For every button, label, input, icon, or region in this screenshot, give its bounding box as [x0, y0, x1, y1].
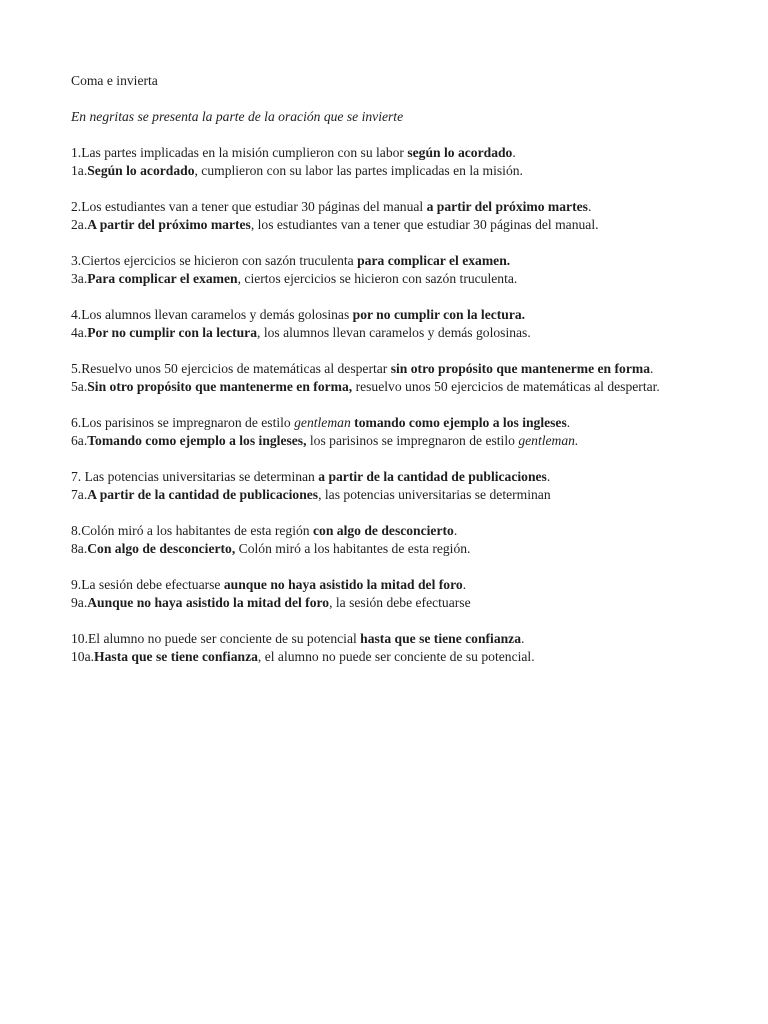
original-sentence [71, 198, 679, 216]
text-segment: 8.Colón miró a los habitantes de esta región [71, 523, 313, 538]
text-segment: . [521, 631, 525, 646]
inverted-sentence [71, 162, 679, 180]
bold-phrase: para complicar el examen. [357, 253, 511, 268]
text-segment: . [512, 145, 516, 160]
inverted-sentence [71, 378, 679, 396]
bold-phrase: Por no cumplir con la lectura [87, 325, 258, 340]
text-segment: 3.Ciertos ejercicios se hicieron con sazón truculenta [71, 253, 358, 268]
bold-phrase: por no cumplir con la lectura. [352, 307, 526, 322]
bold-phrase: A partir del próximo martes [87, 217, 251, 232]
text-segment: Colón miró a los habitantes de esta región. [235, 541, 471, 556]
exercise-item [71, 576, 679, 612]
exercise-item [71, 630, 679, 666]
text-segment: . [453, 523, 458, 538]
inverted-sentence [71, 540, 679, 558]
original-sentence [71, 630, 679, 648]
bold-phrase: Sin otro propósito que mantenerme en forma, [87, 379, 353, 394]
original-sentence [71, 414, 679, 432]
bold-phrase: según lo acordado [407, 145, 513, 160]
text-segment: . [462, 577, 467, 592]
exercise-item [71, 252, 679, 288]
text-segment: 1.Las partes implicadas en la misión cumplieron con su labor [71, 145, 408, 160]
inverted-sentence [71, 594, 679, 612]
text-segment: 2.Los estudiantes van a tener que estudiar 30 páginas del manual [71, 199, 427, 214]
text-segment: 9.La sesión debe efectuarse [71, 577, 224, 592]
bold-phrase: tomando como ejemplo a los ingleses [354, 415, 567, 430]
original-sentence [71, 252, 679, 270]
text-segment: 9a. [71, 595, 88, 610]
bold-phrase: Tomando como ejemplo a los ingleses, [87, 433, 307, 448]
inverted-sentence [71, 216, 679, 234]
original-sentence [71, 522, 679, 540]
text-segment: , las potencias universitarias se determinan [318, 487, 551, 502]
inverted-sentence [71, 324, 679, 342]
bold-phrase: Para complicar el examen [87, 271, 238, 286]
text-segment: , ciertos ejercicios se hicieron con sazón truculenta. [237, 271, 518, 286]
text-segment: 10.El alumno no puede ser conciente de su potencial [71, 631, 361, 646]
text-segment: 7. Las potencias universitarias se determinan [71, 469, 319, 484]
bold-phrase: a partir de la cantidad de publicaciones [318, 469, 547, 484]
inverted-sentence [71, 432, 679, 450]
text-segment: 5.Resuelvo unos 50 ejercicios de matemáticas al despertar [71, 361, 391, 376]
text-segment: 8a. [71, 541, 88, 556]
text-segment: 4.Los alumnos llevan caramelos y demás golosinas [71, 307, 353, 322]
bold-phrase: Hasta que se tiene confianza [94, 649, 258, 664]
bold-phrase: hasta que se tiene confianza [360, 631, 522, 646]
bold-phrase: a partir del próximo martes [426, 199, 588, 214]
text-segment: , la sesión debe efectuarse [329, 595, 471, 610]
italic-word: gentleman [294, 415, 351, 430]
document-subtitle: En negritas se presenta la parte de la oración que se invierte [71, 109, 404, 124]
bold-phrase: sin otro propósito que mantenerme en forma [390, 361, 650, 376]
inverted-sentence [71, 648, 679, 666]
original-sentence [71, 144, 679, 162]
original-sentence [71, 576, 679, 594]
text-segment: los parisinos se impregnaron de estilo [306, 433, 519, 448]
italic-word: gentleman. [518, 433, 579, 448]
text-segment: . [546, 469, 551, 484]
exercise-item [71, 198, 679, 234]
original-sentence [71, 468, 679, 486]
text-segment: . [650, 361, 654, 376]
bold-phrase: Con algo de desconcierto, [87, 541, 236, 556]
inverted-sentence [71, 270, 679, 288]
exercise-item [71, 144, 679, 180]
text-segment: . [566, 415, 571, 430]
text-segment: , los estudiantes van a tener que estudiar 30 páginas del manual. [250, 217, 599, 232]
exercise-list [71, 144, 679, 666]
text-segment: 3a. [71, 271, 88, 286]
exercise-item [71, 306, 679, 342]
original-sentence [71, 360, 679, 378]
bold-phrase: Según lo acordado [87, 163, 195, 178]
text-segment: , cumplieron con su labor las partes implicadas en la misión. [194, 163, 523, 178]
exercise-item [71, 360, 679, 396]
text-segment: 2a. [71, 217, 88, 232]
text-segment: . [587, 199, 592, 214]
exercise-item [71, 522, 679, 558]
text-segment: , los alumnos llevan caramelos y demás golosinas. [257, 325, 531, 340]
text-segment: 1a. [71, 163, 88, 178]
bold-phrase: A partir de la cantidad de publicaciones [87, 487, 319, 502]
exercise-item [71, 414, 679, 450]
text-segment: 7a. [71, 487, 88, 502]
text-segment: 6.Los parisinos se impregnaron de estilo [71, 415, 295, 430]
exercise-item [71, 468, 679, 504]
text-segment: 6a. [71, 433, 88, 448]
inverted-sentence [71, 486, 679, 504]
document-title: Coma e invierta [71, 73, 158, 88]
text-segment: 5a. [71, 379, 88, 394]
text-segment: resuelvo unos 50 ejercicios de matemáticas al despertar. [352, 379, 660, 394]
original-sentence [71, 306, 679, 324]
text-segment: 10a. [71, 649, 95, 664]
text-segment: , el alumno no puede ser conciente de su potencial. [257, 649, 535, 664]
bold-phrase: aunque no haya asistido la mitad del foro [223, 577, 463, 592]
bold-phrase: con algo de desconcierto [313, 523, 454, 538]
document-page [71, 72, 679, 666]
bold-phrase: Aunque no haya asistido la mitad del foro [87, 595, 330, 610]
text-segment: 4a. [71, 325, 88, 340]
